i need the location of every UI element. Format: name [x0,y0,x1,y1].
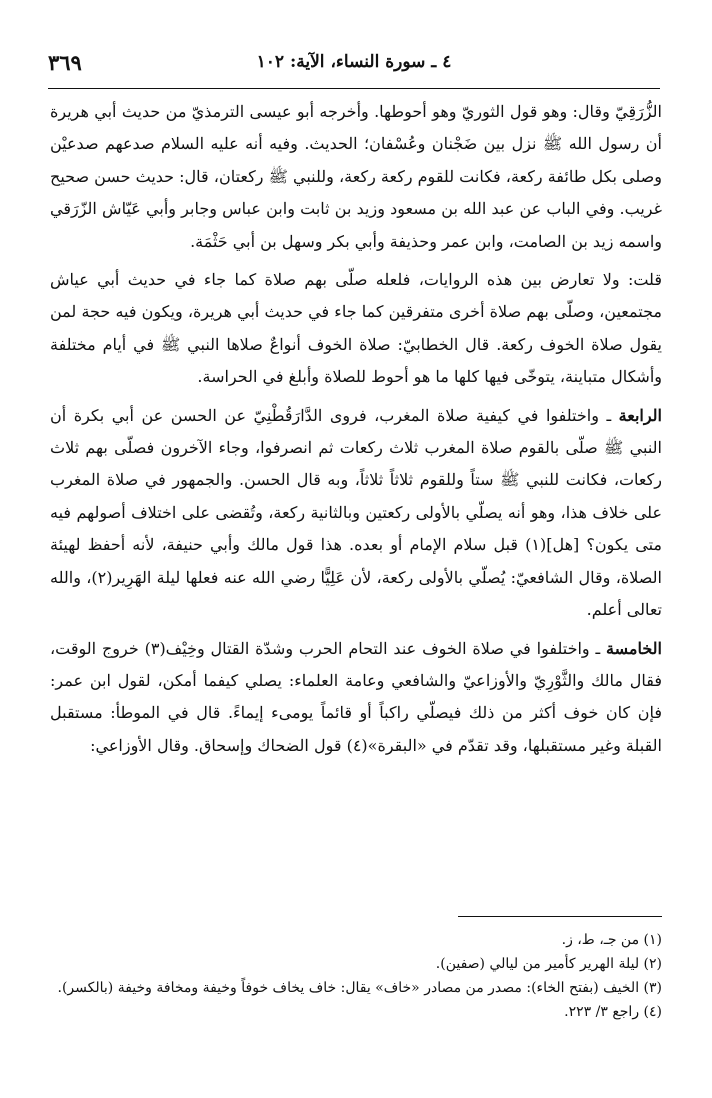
paragraph-text: الزُّرَقِيّ وقال: وهو قول الثوريّ وهو أحوطها. وأخرجه أبو عيسى الترمذيّ من حديث أبي هريرة أن رسول الله ﷺ نزل بين ضَجْنان وعُسْفان؛ الحديث. وفيه أنه عليه السلام صدعهم صدعيْن وصلى بكل طائفة ركعة، فكانت للقوم ركعة ركعة، وللنبي ﷺ ركعتان، قال: حديث حسن صحيح غريب. وفي الباب عن عبد الله بن مسعود وزيد بن ثابت وابن عباس وجابر وأبي عَيّاش الزّرَقي واسمه زيد بن الصامت، وابن عمر وحذيفة وأبي بكر وسهل بن أبي حَثْمَة. [50,102,662,251]
footnotes [50,928,662,1024]
footnote: (٢) ليلة الهرير كأمير من ليالي (صفين). [435,956,662,972]
paragraph-text: ـ واختلفوا في كيفية صلاة المغرب، فروى الدَّارَقُطْنِيّ عن الحسن عن أبي بكرة أن النبي ﷺ صلّى بالقوم صلاة المغرب ثلاث ركعات ثم انصرفوا، وجاء الآخرون فصلّى بهم ثلاث ركعات، فكانت للنبي ﷺ ستاً وللقوم ثلاثاً ثلاثاً، وبه قال الحسن. والجمهور في صلاة المغرب على خلاف هذا، وهو أنه يصلّي بالأولى ركعتين وبالثانية ركعة، وتُقضى على اختلاف أصولهم فيه متى يكون؟ [هل](١) قبل سلام الإمام أو بعده. هذا قول مالك وأبي حنيفة، لأنه أحفظ لهيئة الصلاة، وقال الشافعيّ: يُصلّي بالأولى ركعة، لأن عَلِيًّا رضي الله عنه فعلها ليلة الهَرِير(٢)، والله تعالى أعلم. [50,405,663,620]
paragraph [50,96,662,258]
footnote: (٤) راجع ٣/ ٢٢٣. [564,1004,662,1020]
page-header [48,50,660,84]
main-text [50,96,662,762]
footnote: (١) من جـ، ط، ز. [561,932,662,948]
footnote: (٣) الخيف (بفتح الخاء): مصدر من مصادر «خاف» يقال: خاف يخاف خوفاً وخيفة ومخافة وخيفة (بالكسر). [57,980,662,996]
paragraph-fifth-issue [50,633,662,763]
running-head: ٤ ـ سورة النساء، الآية: ١٠٢ [256,52,452,72]
paragraph-text: قلت: ولا تعارض بين هذه الروايات، فلعله صلّى بهم صلاة كما جاء في حديث أبي عياش مجتمعين، وصلّى بهم صلاة أخرى متفرقين كما جاء في حديث أبي هريرة، ويكون فيه حجة لمن يقول صلاة الخوف ركعة. قال الخطابيّ: صلاة الخوف أنواعٌ صلاها النبي ﷺ في أيام مختلفة وأشكال متباينة، يتوخّى فيها كلها ما هو أحوط للصلاة وأبلغ في الحراسة. [50,270,662,387]
header-rule [48,88,660,89]
section-lead-word: الرابعة [618,405,662,425]
footnote-separator [458,916,662,917]
paragraph-fourth-issue [50,400,662,627]
page-number: ٣٦٩ [48,50,82,75]
paragraph [50,264,662,394]
section-lead-word: الخامسة [606,638,662,658]
paragraph-text: ـ واختلفوا في صلاة الخوف عند التحام الحرب وشدّة القتال وخِيْف(٣) خروج الوقت، فقال مالك والثَّوْرِيّ والأوزاعيّ والشافعي وعامة العلماء: يصلي كيفما أمكن، لقول ابن عمر: فإن كان خوف أكثر من ذلك فيصلّي راكباً أو قائماً يومىء إيماءً. قال في الموطأ: مستقبل القبلة وغير مستقبلها، وقد تقدّم في «البقرة»(٤) قول الضحاك وإسحاق. وقال الأوزاعي: [50,638,662,755]
